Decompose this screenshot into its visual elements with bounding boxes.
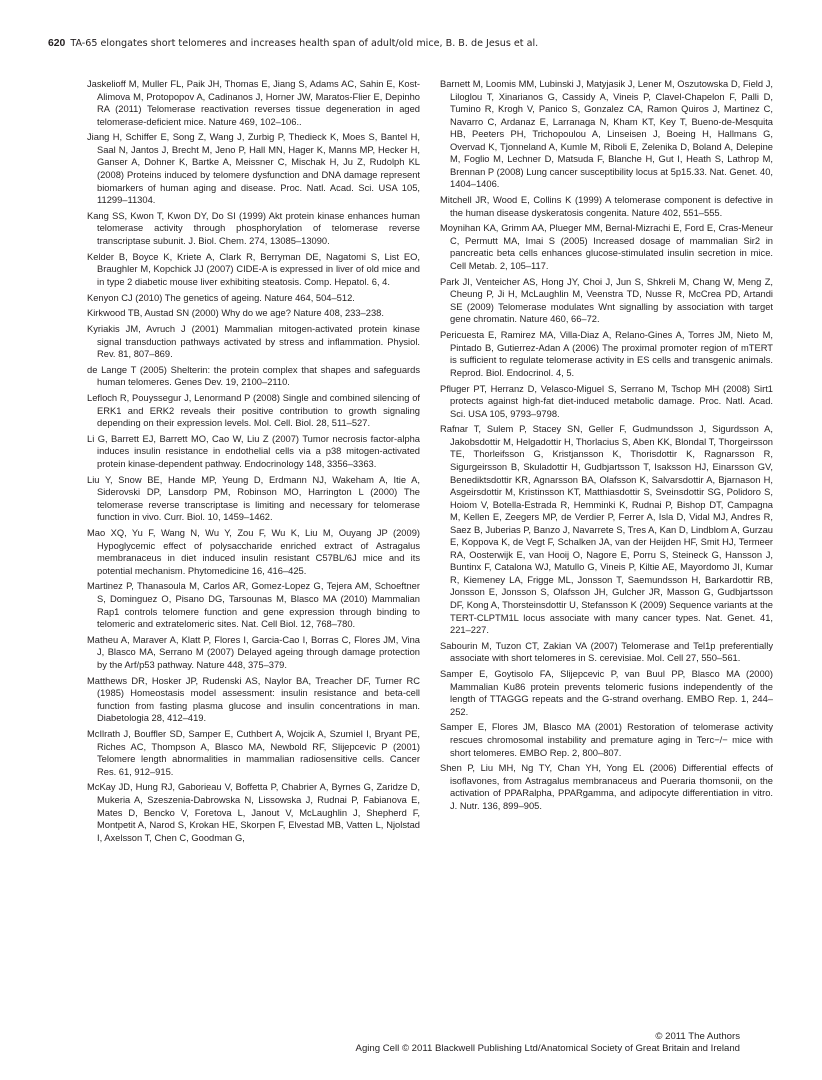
reference-item: Rafnar T, Sulem P, Stacey SN, Geller F, Gudmundsson J, Sigurdsson A, Jakobsdottir M, Helgadottir H, Thorlacius S, Aben KK, Blondal T, Thorgeirsson TE, Thorleifsson G, Kristjansson K, Thorisdottir K, Ragnarsson R, Sigurgeirsson B, Skuladottir H, Gudbjartsson T, Isaksson HJ, Einarsson GV, Benediktsdottir KR, Agnarsson BA, Olafsson K, Salvarsdottir A, Bjarnason H, Asgeirsdottir M, Kristinsson KT, Matthiasdottir S, Sveinsdottir SG, Polidoro S, Hoiom V, Botella-Estrada R, Hemminki K, Rudnai P, Bishop DT, Campagna M, Kellen E, Zeegers MP, de Verdier P, Ferrer A, Isla D, Vidal MJ, Andres R, Saez B, Juberias P, Banzo J, Navarrete S, Tres A, Kan D, Lindblom A, Gurzau E, Koppova K, de Vegt F, Schalken JA, van der Heijden HF, Smit HJ, Termeer RA, Oosterwijk E, van Hooij O, Nagore E, Porru S, Steineck G, Hansson J, Buntinx F, Catalona WJ, Matullo G, Vineis P, Kiltie AE, Mayordomo JI, Kumar R, Kiemeney LA, Frigge ML, Jonsson T, Saemundsson H, Barkardottir RB, Jonsson E, Jonsson S, Olafsson JH, Gulcher JR, Masson G, Gudbjartsson DF, Kong A, Thorsteinsdottir U, Stefansson K (2009) Sequence variants at the TERT-CLPTM1L locus associate with many cancer types. Nat. Genet. 41, 221–227. bbox=[440, 424, 773, 636]
reference-item: Martinez P, Thanasoula M, Carlos AR, Gomez-Lopez G, Tejera AM, Schoeftner S, Dominguez O, Pisano DG, Tarsounas M, Blasco MA (2010) Mammalian Rap1 controls telomere function and gene expression through binding to telomeric and extratelomeric sites. Nat. Cell Biol. 12, 768–780. bbox=[87, 581, 420, 630]
reference-item: Park JI, Venteicher AS, Hong JY, Choi J, Jun S, Shkreli M, Chang W, Meng Z, Cheung P, Ji H, McLaughlin M, Veenstra TD, Nusse R, McCrea PD, Artandi SE (2009) Telomerase modulates Wnt signalling by association with target gene chromatin. Nature 460, 66–72. bbox=[440, 276, 773, 325]
reference-item: Kelder B, Boyce K, Kriete A, Clark R, Berryman DE, Nagatomi S, List EO, Braughler M, Kopchick JJ (2007) CIDE-A is expressed in liver of old mice and in type 2 diabetic mouse liver exhibiting steatosis. Comp. Hepatol. 6, 4. bbox=[87, 251, 420, 287]
reference-item: Mao XQ, Yu F, Wang N, Wu Y, Zou F, Wu K, Liu M, Ouyang JP (2009) Hypoglycemic effect of polysaccharide enriched extract of Astragalus membranaceus in diet induced insulin resistant C57BL/6J mice and its potential mechanism. Phytomedicine 16, 416–425. bbox=[87, 528, 420, 576]
reference-column-left bbox=[87, 78, 420, 844]
reference-item-continued: Barnett M, Loomis MM, Lubinski J, Matyjasik J, Lener M, Oszutowska D, Field J, Liloglou T, Xinarianos G, Cassidy A, Vineis P, Clavel-Chapelon F, Palli D, Tumino R, Krogh V, Panico S, Gonzalez CA, Ramon Quiros J, Martinez C, Navarro C, Ardanaz E, Larranaga N, Kham KT, Key T, Bueno-de-Mesquita HB, Peeters PH, Trichopoulou A, Linseisen J, Boeing H, Hallmans G, Overvad K, Tjonneland A, Kumle M, Riboli E, Zelenika D, Boland A, Delepine M, Foglio M, Lechner D, Matsuda F, Blanche H, Gut I, Heath S, Lathrop M, Brennan P (2008) Lung cancer susceptibility locus at 5p15.33. Nat. Genet. 40, 1404–1406. bbox=[440, 79, 773, 190]
reference-item: Shen P, Liu MH, Ng TY, Chan YH, Yong EL (2006) Differential effects of isoflavones, from Astragalus membranaceus and Pueraria thomsonii, on the activation of PPARalpha, PPARgamma, and adipocyte differentiation in vitro. J. Nutr. 136, 899–905. bbox=[440, 763, 773, 811]
reference-item: Pfluger PT, Herranz D, Velasco-Miguel S, Serrano M, Tschop MH (2008) Sirt1 protects against high-fat diet-induced metabolic damage. Proc. Natl. Acad. Sci. USA 105, 9793–9798. bbox=[440, 383, 773, 419]
running-header bbox=[48, 37, 788, 51]
reference-item: Kang SS, Kwon T, Kwon DY, Do SI (1999) Akt protein kinase enhances human telomerase activity through phosphorylation of telomerase reverse transcriptase subunit. J. Biol. Chem. 274, 13085–13090. bbox=[87, 210, 420, 246]
page-footer bbox=[356, 1031, 740, 1055]
reference-item: Matheu A, Maraver A, Klatt P, Flores I, Garcia-Cao I, Borras C, Flores JM, Vina J, Blasco MA, Serrano M (2007) Delayed ageing through damage protection by the Arf/p53 pathway. Nature 448, 375–379. bbox=[87, 634, 420, 670]
reference-item: Matthews DR, Hosker JP, Rudenski AS, Naylor BA, Treacher DF, Turner RC (1985) Homeostasis model assessment: insulin resistance and beta-cell function from fasting plasma glucose and insulin concentrations in man. Diabetologia 28, 412–419. bbox=[87, 675, 420, 724]
journal-line: Aging Cell © 2011 Blackwell Publishing Ltd/Anatomical Society of Great Britain and Ireland bbox=[355, 1043, 740, 1054]
reference-item: Kirkwood TB, Austad SN (2000) Why do we age? Nature 408, 233–238. bbox=[87, 308, 384, 319]
reference-item: Li G, Barrett EJ, Barrett MO, Cao W, Liu Z (2007) Tumor necrosis factor-alpha induces insulin resistance in endothelial cells via a p38 mitogen-activated protein kinase-dependent pathway. Endocrinology 148, 3356–3363. bbox=[87, 433, 420, 469]
copyright-line: © 2011 The Authors bbox=[655, 1031, 740, 1042]
reference-item: McKay JD, Hung RJ, Gaborieau V, Boffetta P, Chabrier A, Byrnes G, Zaridze D, Mukeria A, Szeszenia-Dabrowska N, Lissowska J, Rudnai P, Fabianova E, Mates D, Bencko V, Foretova L, Janout V, McLaughlin J, Shepherd F, Montpetit A, Narod S, Krokan HE, Skorpen F, Elvestad MB, Vatten L, Njolstad I, Axelsson T, Chen C, Goodman G, bbox=[87, 782, 420, 843]
reference-item: Sabourin M, Tuzon CT, Zakian VA (2007) Telomerase and Tel1p preferentially associate with short telomeres in S. cerevisiae. Mol. Cell 27, 550–561. bbox=[440, 640, 773, 664]
reference-item: Kyriakis JM, Avruch J (2001) Mammalian mitogen-activated protein kinase signal transduction pathways activated by stress and inflammation. Physiol. Rev. 81, 807–869. bbox=[87, 323, 420, 360]
reference-item: Moynihan KA, Grimm AA, Plueger MM, Bernal-Mizrachi E, Ford E, Cras-Meneur C, Permutt MA, Imai S (2005) Increased dosage of mammalian Sir2 in pancreatic beta cells enhances glucose-stimulated insulin secretion in mice. Cell Metab. 2, 105–117. bbox=[440, 223, 773, 272]
page-number: 620 bbox=[48, 38, 66, 49]
reference-item: Jaskelioff M, Muller FL, Paik JH, Thomas E, Jiang S, Adams AC, Sahin E, Kost-Alimova M, Protopopov A, Cadinanos J, Horner JW, Maratos-Flier E, Depinho RA (2011) Telomerase reactivation reverses tissue degeneration in aged telomerase-deficient mice. Nature 469, 102–106.. bbox=[87, 79, 420, 127]
reference-column-right bbox=[440, 78, 773, 813]
reference-item: Mitchell JR, Wood E, Collins K (1999) A telomerase component is defective in the human disease dyskeratosis congenita. Nature 402, 551–555. bbox=[440, 195, 773, 218]
running-title: TA-65 elongates short telomeres and increases health span of adult/old mice, B. B. de Jesus et al. bbox=[70, 38, 539, 49]
reference-item: Samper E, Goytisolo FA, Slijepcevic P, van Buul PP, Blasco MA (2000) Mammalian Ku86 protein prevents telomeric fusions independently of the length of TTAGGG repeats and the G-strand overhang. EMBO Rep. 1, 244–252. bbox=[440, 669, 773, 717]
reference-item: Liu Y, Snow BE, Hande MP, Yeung D, Erdmann NJ, Wakeham A, Itie A, Siderovski DP, Lansdorp PM, Robinson MO, Harrington L (2000) The telomerase reverse transcriptase is limiting and necessary for telomerase function in vivo. Curr. Biol. 10, 1459–1462. bbox=[87, 474, 420, 523]
reference-item: Lefloch R, Pouyssegur J, Lenormand P (2008) Single and combined silencing of ERK1 and ERK2 reveals their positive contribution to growth signaling depending on their expression levels. Mol. Cell. Biol. 28, 511–527. bbox=[87, 393, 420, 429]
reference-item: Samper E, Flores JM, Blasco MA (2001) Restoration of telomerase activity rescues chromosomal instability and premature aging in Terc−/− mice with short telomeres. EMBO Rep. 2, 800–807. bbox=[440, 722, 773, 758]
reference-item: McIlrath J, Bouffler SD, Samper E, Cuthbert A, Wojcik A, Szumiel I, Bryant PE, Riches AC, Thompson A, Blasco MA, Newbold RF, Slijepcevic P (2001) Telomere length abnormalities in mammalian radiosensitive cells. Cancer Res. 61, 912–915. bbox=[87, 729, 420, 777]
reference-item: de Lange T (2005) Shelterin: the protein complex that shapes and safeguards human telomeres. Genes Dev. 19, 2100–2110. bbox=[87, 364, 420, 388]
reference-item: Kenyon CJ (2010) The genetics of ageing. Nature 464, 504–512. bbox=[87, 292, 355, 303]
reference-item: Pericuesta E, Ramirez MA, Villa-Diaz A, Relano-Gines A, Torres JM, Nieto M, Pintado B, Gutierrez-Adan A (2006) The proximal promoter region of mTERT is sufficient to regulate telomerase activity in ES cells and transgenic animals. Reprod. Biol. Endocrinol. 4, 5. bbox=[440, 330, 773, 378]
reference-item: Jiang H, Schiffer E, Song Z, Wang J, Zurbig P, Thedieck K, Moes S, Bantel H, Saal N, Jantos J, Brecht M, Jeno P, Hall MN, Hager K, Manns MP, Hecker H, Ganser A, Dohner K, Bartke A, Meissner C, Mischak H, Ju Z, Rudolph KL (2008) Proteins induced by telomere dysfunction and DNA damage represent biomarkers of human aging and disease. Proc. Natl. Acad. Sci. USA 105, 11299–11304. bbox=[87, 132, 420, 206]
